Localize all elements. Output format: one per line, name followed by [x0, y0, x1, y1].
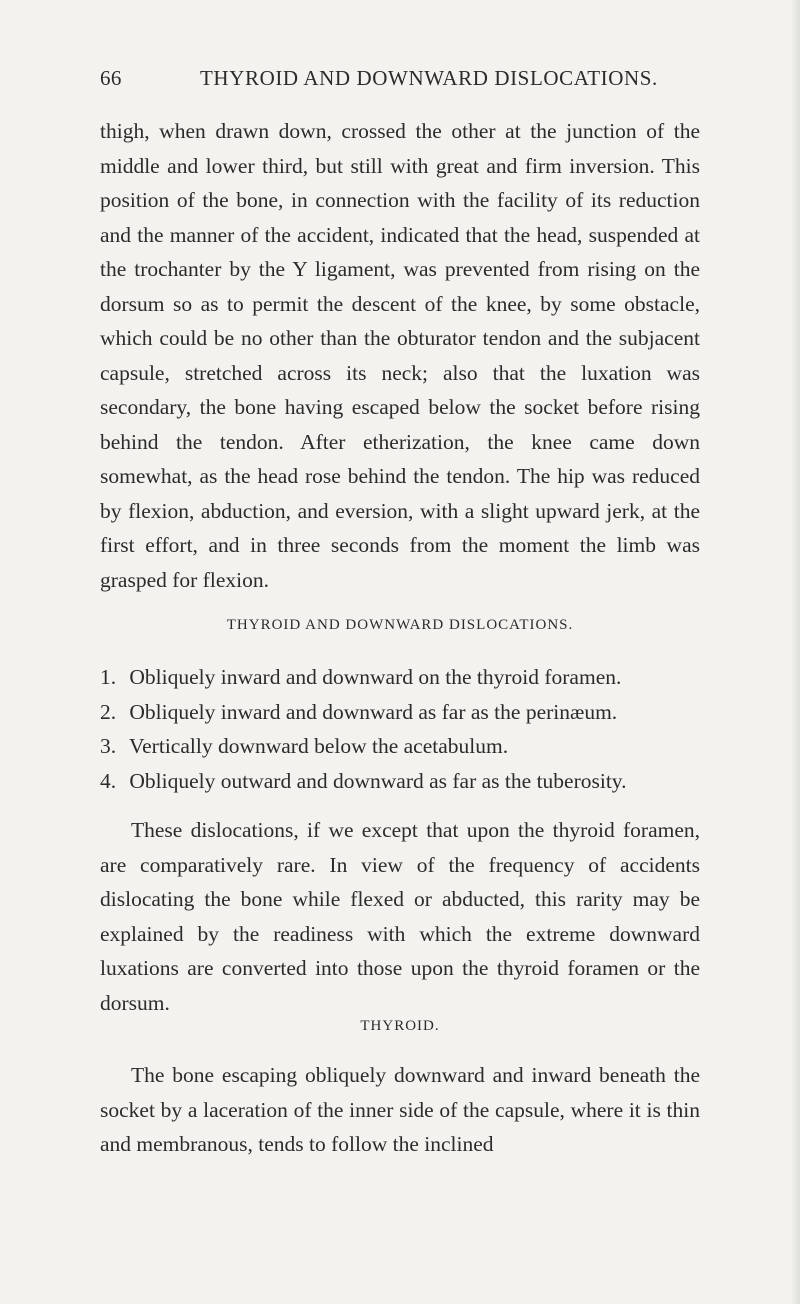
paragraph-thyroid: The bone escaping obliquely downward and inward beneath the socket by a laceration of the inner side of the capsule, where it is thin and membranous, tends to follow the inclined	[100, 1063, 700, 1156]
running-head	[100, 66, 700, 96]
list-item	[100, 695, 700, 730]
page-edge-shadow	[790, 0, 800, 1304]
list-item-number: 3.	[100, 734, 117, 758]
paragraph-continued: thigh, when drawn down, crossed the other at the junction of the middle and lower third, but still with great and firm inversion. This position of the bone, in connection with the facility of its reduction and the manner of the accident, indicated that the head, suspended at the trochanter by the Y ligament, was prevented from rising on the dorsum so as to permit the descent of the knee, by some obstacle, which could be no other than the obturator tendon and the subjacent capsule, stretched across its neck; also that the luxation was secondary, the bone having escaped below the socket before rising behind the tendon. After etherization, the knee came down somewhat, as the head rose behind the tendon. The hip was reduced by flexion, abduction, and eversion, with a slight upward jerk, at the first effort, and in three seconds from the moment the limb was grasped for flexion.	[100, 119, 700, 592]
list-item-text: Obliquely inward and downward on the thyroid foramen.	[129, 665, 622, 689]
running-title: THYROID AND DOWNWARD DISLOCATIONS.	[200, 66, 658, 90]
list-item-number: 4.	[100, 768, 117, 793]
dislocation-list	[100, 660, 700, 798]
list-item-text: Vertically downward below the acetabulum.	[129, 734, 509, 758]
list-item-text: Obliquely outward and downward as far as the tuberosity.	[129, 768, 627, 793]
list-item-number: 2.	[100, 699, 117, 724]
list-item-text: Obliquely inward and downward as far as the perinæum.	[129, 699, 618, 724]
page-number: 66	[100, 66, 122, 90]
list-item	[100, 660, 700, 695]
section-heading-thyroid: THYROID.	[360, 1018, 440, 1034]
paragraph-rarity: These dislocations, if we except that upon the thyroid foramen, are comparatively rare. In view of the frequency of accidents dislocating the bone while flexed or abducted, this rarity may be explained by the readiness with which the extreme downward luxations are converted into those upon the thyroid foramen or the dorsum.	[100, 818, 700, 1015]
list-item	[100, 764, 700, 799]
list-item	[100, 729, 700, 764]
list-item-number: 1.	[100, 665, 117, 689]
section-heading-thyroid-downward: THYROID AND DOWNWARD DISLOCATIONS.	[226, 617, 574, 633]
